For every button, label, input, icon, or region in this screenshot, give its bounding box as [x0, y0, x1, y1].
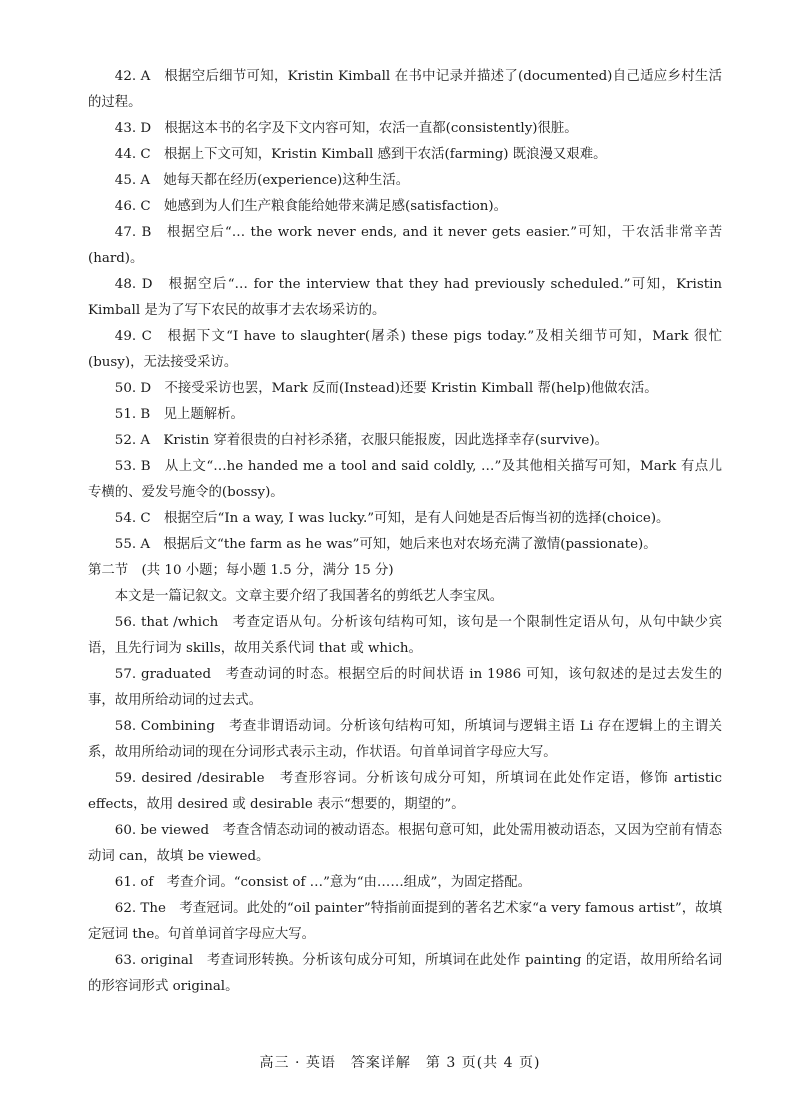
section-intro: 本文是一篇记叙文。文章主要介绍了我国著名的剪纸艺人李宝凤。 [114, 589, 504, 604]
answer-59: 59. desired /desirable 考查形容词。分析该句成分可知，所填词在此处作定语，修饰 artistic effects，故用 desired 或 desirable 表示“想要的，期望的”。 [88, 771, 722, 812]
answer-49: 49. C 根据下文“I have to slaughter(屠杀) these pigs today.”及相关细节可知，Mark 很忙(busy)，无法接受采访。 [88, 329, 722, 370]
answer-58: 58. Combining 考查非谓语动词。分析该句结构可知，所填词与逻辑主语 Li 存在逻辑上的主谓关系，故用所给动词的现在分词形式表示主动，作状语。句首单词首字母应大写。 [88, 719, 722, 760]
answer-60: 60. be viewed 考查含情态动词的被动语态。根据句意可知，此处需用被动语态，又因为空前有情态动词 can，故填 be viewed。 [88, 823, 722, 864]
answer-46: 46. C 她感到为人们生产粮食能给她带来满足感(satisfaction)。 [114, 199, 508, 214]
answer-57: 57. graduated 考查动词的时态。根据空后的时间状语 in 1986 可知，该句叙述的是过去发生的事，故用所给动词的过去式。 [88, 667, 722, 708]
answer-44: 44. C 根据上下文可知，Kristin Kimball 感到干农活(farming) 既浪漫又艰难。 [114, 147, 607, 162]
answer-52: 52. A Kristin 穿着很贵的白衬衫杀猪，衣服只能报废，因此选择幸存(survive)。 [114, 433, 608, 448]
answer-55: 55. A 根据后文“the farm as he was”可知，她后来也对农场充满了激情(passionate)。 [114, 537, 657, 552]
answer-43: 43. D 根据这本书的名字及下文内容可知，农活一直都(consistently)很脏。 [114, 121, 578, 136]
answer-61: 61. of 考查介词。“consist of …”意为“由……组成”，为固定搭配。 [114, 875, 532, 890]
answer-63: 63. original 考查词形转换。分析该句成分可知，所填词在此处作 painting 的定语，故用所给名词的形容词形式 original。 [88, 953, 722, 994]
answer-45: 45. A 她每天都在经历(experience)这种生活。 [114, 173, 410, 188]
answer-62: 62. The 考查冠词。此处的“oil painter”特指前面提到的著名艺术家“a very famous artist”，故填定冠词 the。句首单词首字母应大写。 [88, 901, 722, 942]
answer-53: 53. B 从上文“…he handed me a tool and said coldly, …”及其他相关描写可知，Mark 有点儿专横的、爱发号施令的(bossy)。 [88, 459, 722, 500]
section-title: 第二节 (共 10 小题；每小题 1.5 分，满分 15 分) [88, 563, 394, 578]
answer-51: 51. B 见上题解析。 [114, 407, 244, 422]
page-footer: 高三 · 英语 答案详解 第 3 页(共 4 页) [259, 1055, 541, 1071]
answer-42: 42. A 根据空后细节可知，Kristin Kimball 在书中记录并描述了(documented)自己适应乡村生活的过程。 [88, 69, 722, 110]
answer-47: 47. B 根据空后“… the work never ends, and it never gets easier.”可知，干农活非常辛苦(hard)。 [88, 225, 722, 266]
answer-explanations [88, 64, 722, 1000]
answer-50: 50. D 不接受采访也罢，Mark 反而(Instead)还要 Kristin Kimball 帮(help)他做农活。 [114, 381, 658, 396]
answer-48: 48. D 根据空后“… for the interview that they had previously scheduled.”可知，Kristin Kimball 是为了写下农民的故事才去农场采访的。 [88, 277, 722, 318]
answer-54: 54. C 根据空后“In a way, I was lucky.”可知，是有人问她是否后悔当初的选择(choice)。 [114, 511, 670, 526]
answer-56: 56. that /which 考查定语从句。分析该句结构可知，该句是一个限制性定语从句，从句中缺少宾语，且先行词为 skills，故用关系代词 that 或 which。 [88, 615, 722, 656]
